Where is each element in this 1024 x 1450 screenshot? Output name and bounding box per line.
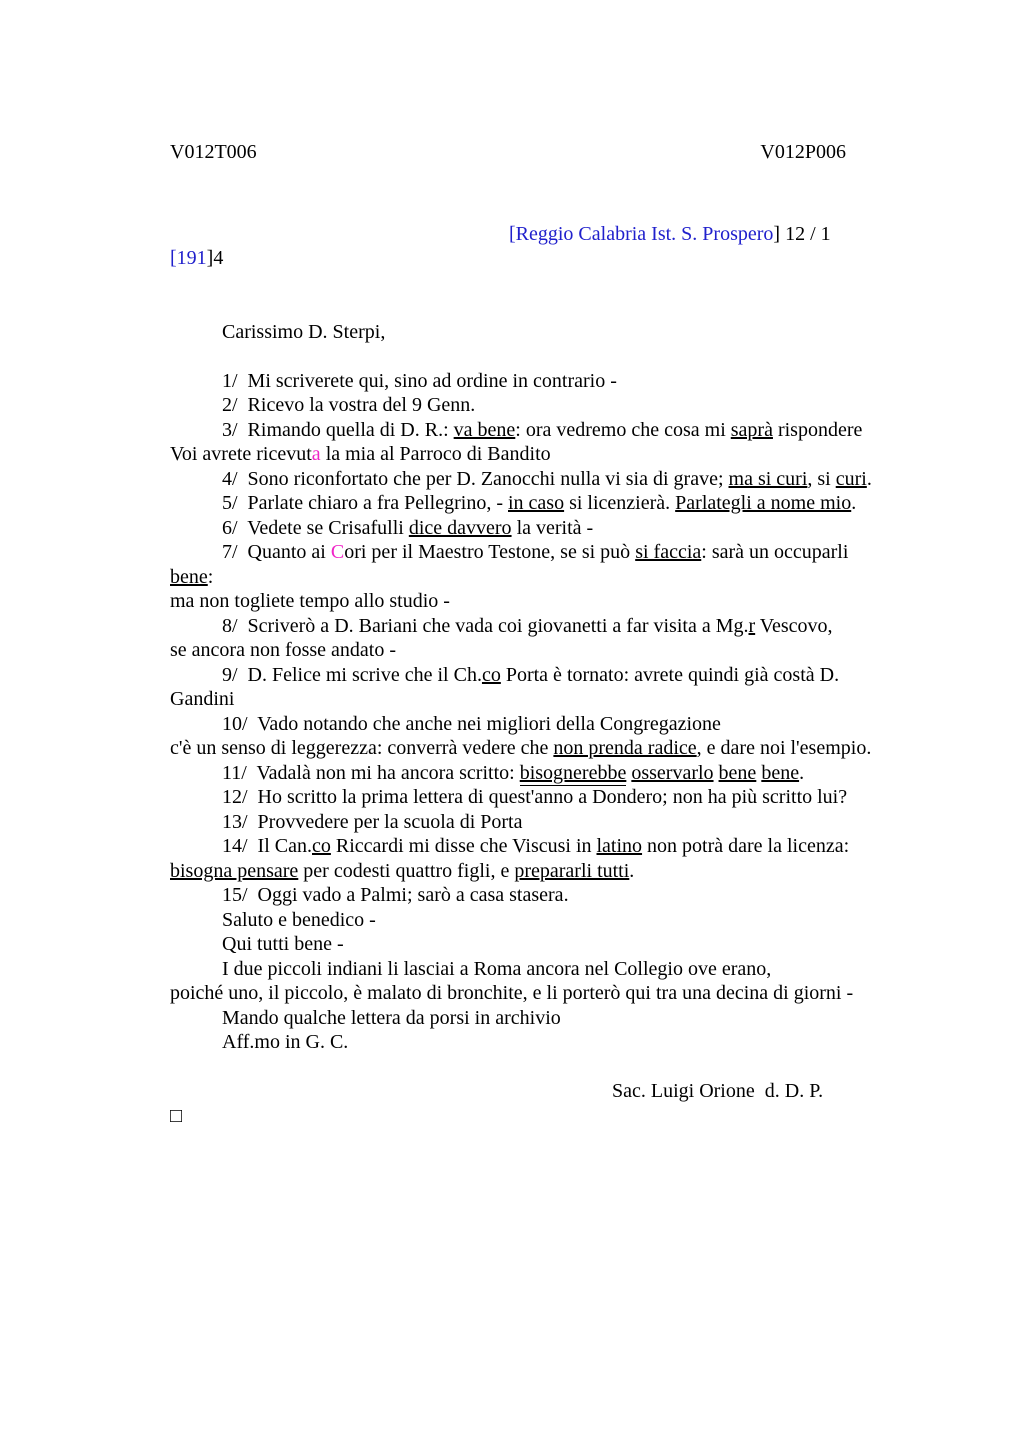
- text-segment: , si: [807, 467, 836, 490]
- text-segment: Sac. Luigi Orione d. D. P.: [612, 1080, 824, 1102]
- letter-line: [170, 932, 900, 957]
- text-segment: Saluto e benedico -: [222, 908, 376, 931]
- text-segment: la mia al Parroco di Bandito: [320, 443, 551, 465]
- letter-line: [170, 859, 900, 884]
- text-segment: 1/ Mi scriverete qui, sino ad ordine in contrario -: [222, 369, 617, 392]
- inserted-char: C: [330, 541, 345, 563]
- text-segment: poiché uno, il piccolo, è malato di bronchite, e li porterò qui tra una decina di giorni -: [170, 982, 854, 1004]
- letter-line: [170, 540, 900, 565]
- provenance-link[interactable]: [191: [170, 247, 207, 269]
- text-segment: ] 12 / 1: [773, 222, 831, 245]
- underlined-text: r: [748, 614, 756, 637]
- text-segment: ori per il Maestro Testone, se si può: [344, 541, 636, 563]
- underlined-text: co: [481, 663, 501, 686]
- underlined-text: saprà: [730, 418, 773, 441]
- text-segment: non potrà dare la licenza:: [642, 835, 850, 857]
- letter-line: [170, 687, 900, 712]
- letter-line: [170, 516, 900, 541]
- letter-line: [170, 369, 900, 394]
- letter-line: [170, 442, 900, 467]
- square-symbol-line: [170, 1104, 900, 1129]
- text-segment: ]4: [206, 247, 224, 269]
- underlined-text: dice davvero: [408, 516, 512, 539]
- underlined-text: bene: [170, 565, 208, 588]
- square-placeholder-icon: □: [170, 1104, 183, 1127]
- underlined-text: bene: [718, 761, 757, 784]
- text-segment: 10/ Vado notando che anche nei migliori della Congregazione: [222, 712, 721, 735]
- letter-line: [170, 467, 900, 492]
- letter-line: [170, 957, 900, 982]
- salutation-line: [170, 320, 900, 345]
- letter-line: [170, 908, 900, 933]
- text-segment: Mando qualche lettera da porsi in archivio: [222, 1006, 561, 1029]
- doc-code-left: V012T006: [170, 141, 257, 163]
- text-segment: .: [799, 761, 805, 784]
- letter-line: [170, 614, 900, 639]
- text-segment: 6/ Vedete se Crisafulli: [222, 516, 409, 539]
- blank-line: [170, 344, 900, 369]
- letter-body: [170, 173, 900, 1129]
- letter-content: [170, 140, 900, 1128]
- doc-code-right: V012P006: [760, 141, 846, 163]
- text-segment: : sarà un occuparli: [701, 541, 849, 563]
- text-segment: I due piccoli indiani li lasciai a Roma ancora nel Collegio ove erano,: [222, 957, 772, 980]
- letter-line: [170, 883, 900, 908]
- inserted-char: a: [311, 443, 321, 465]
- text-segment: 14/ Il Can.: [222, 835, 312, 857]
- letter-line: [170, 491, 900, 516]
- provenance-link[interactable]: [Reggio Calabria Ist. S. Prospero: [509, 222, 774, 245]
- text-segment: .: [866, 467, 872, 490]
- text-segment: Voi avrete ricevut: [170, 443, 312, 465]
- text-segment: Riccardi mi disse che Viscusi in: [330, 835, 597, 857]
- text-segment: Vescovo,: [755, 614, 833, 637]
- blank-line: [170, 173, 900, 198]
- text-segment: :: [207, 565, 214, 588]
- letter-line: [170, 663, 900, 688]
- underlined-text: in caso: [508, 492, 565, 514]
- signature-line: [170, 1079, 900, 1104]
- text-segment: c'è un senso di leggerezza: converrà vedere che: [170, 737, 554, 759]
- underlined-text: curi: [835, 467, 867, 490]
- text-segment: 8/ Scriverò a D. Bariani che vada coi giovanetti a far visita a Mg.: [222, 614, 749, 637]
- underlined-text: va bene: [453, 418, 516, 441]
- blank-line: [170, 197, 900, 222]
- blank-line: [170, 1055, 900, 1080]
- text-segment: , e dare noi l'esempio.: [696, 737, 872, 759]
- text-segment: Porta è tornato: avrete quindi già costà D.: [500, 663, 840, 686]
- underlined-text: latino: [596, 835, 643, 857]
- text-segment: 12/ Ho scritto la prima lettera di quest'anno a Dondero; non ha più scritto lui?: [222, 786, 848, 808]
- letter-line: [170, 785, 900, 810]
- date-line: [170, 246, 900, 271]
- text-segment: Carissimo D. Sterpi,: [222, 320, 386, 343]
- letter-line: [170, 393, 900, 418]
- text-segment: se ancora non fosse andato -: [170, 639, 397, 661]
- underlined-text: bisognerebbe: [519, 761, 627, 784]
- text-segment: ma non togliete tempo allo studio -: [170, 590, 450, 612]
- text-segment: 4/ Sono riconfortato che per D. Zanocchi nulla vi sia di grave;: [222, 467, 729, 490]
- underlined-text: ma si curi: [728, 467, 808, 490]
- underlined-text: Parlategli a nome mio: [675, 492, 852, 514]
- underlined-text: bene: [761, 761, 800, 784]
- text-segment: 2/ Ricevo la vostra del 9 Genn.: [222, 394, 476, 416]
- text-segment: Aff.mo in G. C.: [222, 1031, 349, 1053]
- text-segment: 13/ Provvedere per la scuola di Porta: [222, 810, 523, 833]
- letter-line: [170, 736, 900, 761]
- text-segment: rispondere: [772, 418, 863, 441]
- document-header: [170, 140, 846, 165]
- text-segment: 5/ Parlate chiaro a fra Pellegrino, -: [222, 492, 508, 514]
- underlined-text: co: [312, 835, 331, 857]
- letter-line: [170, 638, 900, 663]
- text-segment: : ora vedremo che cosa mi: [515, 418, 731, 441]
- underlined-text: prepararli tutti: [514, 859, 630, 882]
- letter-line: [170, 761, 900, 786]
- underlined-text: si faccia: [635, 541, 702, 563]
- underlined-text: non prenda radice: [553, 737, 697, 759]
- text-segment: si licenzierà.: [564, 492, 676, 514]
- text-segment: 15/ Oggi vado a Palmi; sarò a casa stasera.: [222, 884, 569, 906]
- letter-line: [170, 981, 900, 1006]
- letter-line: [170, 589, 900, 614]
- text-segment: .: [629, 859, 635, 882]
- text-segment: 3/ Rimando quella di D. R.:: [222, 418, 454, 441]
- text-segment: 11/ Vadalà non mi ha ancora scritto:: [222, 761, 520, 784]
- text-segment: Gandini: [170, 688, 235, 710]
- blank-line: [170, 295, 900, 320]
- provenance-line: [170, 222, 900, 247]
- text-segment: la verità -: [511, 516, 594, 539]
- letter-line: [170, 1006, 900, 1031]
- text-segment: 9/ D. Felice mi scrive che il Ch.: [222, 663, 482, 686]
- text-segment: 7/ Quanto ai: [222, 541, 331, 563]
- letter-line: [170, 565, 900, 590]
- letter-line: [170, 834, 900, 859]
- letter-line: [170, 810, 900, 835]
- blank-line: [170, 271, 900, 296]
- underlined-text: osservarlo: [631, 761, 714, 784]
- letter-line: [170, 1030, 900, 1055]
- text-segment: Qui tutti bene -: [222, 933, 344, 955]
- letter-line: [170, 418, 900, 443]
- text-segment: per codesti quattro figli, e: [298, 859, 515, 882]
- underlined-text: bisogna pensare: [170, 859, 299, 882]
- text-segment: .: [851, 492, 857, 514]
- letter-line: [170, 712, 900, 737]
